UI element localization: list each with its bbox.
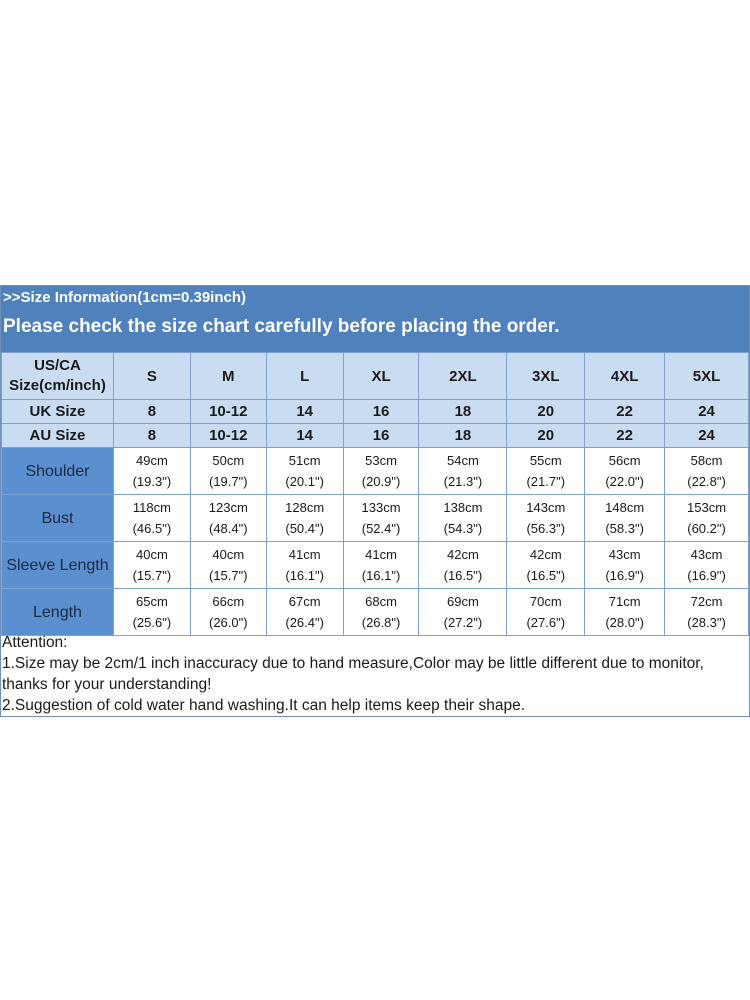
cm-value: 43cm (690, 547, 723, 562)
us-ca-size-header (2, 353, 114, 400)
cm-value: 123cm (208, 500, 248, 515)
measurement-cell (113, 495, 190, 542)
cm-value: 55cm (529, 453, 562, 468)
au-size-cell: 16 (343, 424, 419, 448)
measurement-cell (585, 589, 665, 636)
measurement-cell (266, 495, 343, 542)
measurement-cell (507, 495, 585, 542)
size-cell: 4XL (585, 353, 665, 400)
cm-value: 67cm (288, 594, 321, 609)
au-size-cell: 18 (419, 424, 507, 448)
measurement-cell (585, 448, 665, 495)
inch-value: (56.3") (526, 521, 566, 536)
measurement-cell (190, 448, 266, 495)
inch-value: (26.0") (208, 615, 248, 630)
cm-value: 69cm (447, 594, 479, 609)
au-size-cell: 22 (585, 424, 665, 448)
inch-value: (46.5") (132, 521, 172, 536)
size-info-line: >>Size Information(1cm=0.39inch) (3, 289, 246, 306)
inch-value: (26.8") (361, 615, 401, 630)
measurement-cell (585, 495, 665, 542)
uk-size-cell: 18 (419, 400, 507, 424)
size-unit-label: Size(cm/inch) (9, 377, 106, 394)
measurement-cell (113, 589, 190, 636)
measurement-cell (665, 495, 749, 542)
measurement-cell (343, 495, 419, 542)
cm-value: 50cm (212, 453, 245, 468)
measurement-cell (507, 448, 585, 495)
cm-value: 118cm (132, 500, 171, 515)
note-line-2: thanks for your understanding! (2, 676, 212, 693)
inch-value: (16.1") (361, 568, 401, 583)
header-banner (1, 286, 749, 352)
cm-value: 70cm (529, 594, 562, 609)
measurement-row (2, 495, 749, 542)
size-cell: 2XL (419, 353, 507, 400)
inch-value: (16.9") (687, 568, 726, 583)
attention-title: Attention: (2, 634, 68, 651)
uk-size-cell: 8 (113, 400, 190, 424)
inch-value: (58.3") (605, 521, 644, 536)
cm-value: 42cm (447, 547, 479, 562)
inch-value: (48.4") (208, 521, 248, 536)
size-cell: M (190, 353, 266, 400)
note-line-3: 2.Suggestion of cold water hand washing.It can help items keep their shape. (2, 697, 526, 714)
measurement-cell (665, 542, 749, 589)
uk-size-cell: 20 (507, 400, 585, 424)
inch-value: (16.5") (526, 568, 566, 583)
au-size-cell: 24 (665, 424, 749, 448)
au-size-label: AU Size (2, 424, 114, 448)
cm-value: 133cm (361, 500, 401, 515)
cm-value: 40cm (212, 547, 245, 562)
measurement-cell (343, 589, 419, 636)
au-size-row (2, 424, 749, 448)
measurement-row (2, 589, 749, 636)
size-cell: XL (343, 353, 419, 400)
cm-value: 53cm (365, 453, 397, 468)
au-size-cell: 8 (113, 424, 190, 448)
uk-size-cell: 14 (266, 400, 343, 424)
inch-value: (22.0") (605, 474, 644, 489)
cm-value: 41cm (365, 547, 397, 562)
uk-size-row (2, 400, 749, 424)
uk-size-cell: 24 (665, 400, 749, 424)
inch-value: (50.4") (285, 521, 324, 536)
size-cell: L (266, 353, 343, 400)
measurement-cell (419, 495, 507, 542)
attention-notes (1, 632, 750, 716)
cm-value: 54cm (447, 453, 479, 468)
uk-size-label: UK Size (2, 400, 114, 424)
inch-value: (20.9") (361, 474, 401, 489)
measurement-cell (665, 448, 749, 495)
cm-value: 68cm (365, 594, 397, 609)
measurement-cell (113, 542, 190, 589)
inch-value: (20.1") (285, 474, 324, 489)
us-ca-label: US/CA (34, 357, 81, 374)
cm-value: 56cm (608, 453, 641, 468)
measurement-cell (419, 448, 507, 495)
inch-value: (16.9") (605, 568, 644, 583)
uk-size-cell: 16 (343, 400, 419, 424)
inch-value: (16.1") (285, 568, 324, 583)
inch-value: (16.5") (443, 568, 483, 583)
inch-value: (15.7") (208, 568, 248, 583)
cm-value: 66cm (212, 594, 245, 609)
inch-value: (19.7") (208, 474, 248, 489)
inch-value: (28.3") (687, 615, 726, 630)
cm-value: 148cm (605, 500, 645, 515)
measurement-cell (190, 495, 266, 542)
measurement-cell (507, 589, 585, 636)
notice-line: Please check the size chart carefully before placing the order. (3, 316, 560, 337)
cm-value: 143cm (526, 500, 566, 515)
note-line-1: 1.Size may be 2cm/1 inch inaccuracy due to hand measure,Color may be little different due to monitor, (2, 655, 704, 672)
au-size-cell: 14 (266, 424, 343, 448)
inch-value: (60.2") (687, 521, 726, 536)
inch-value: (22.8") (687, 474, 726, 489)
measurement-cell (113, 448, 190, 495)
cm-value: 51cm (288, 453, 321, 468)
inch-value: (19.3") (132, 474, 172, 489)
inch-value: (21.7") (526, 474, 566, 489)
au-size-cell: 10-12 (190, 424, 266, 448)
inch-value: (21.3") (443, 474, 483, 489)
measurement-cell (419, 542, 507, 589)
inch-value: (28.0") (605, 615, 644, 630)
size-table-body (2, 353, 749, 636)
cm-value: 153cm (687, 500, 727, 515)
inch-value: (26.4") (285, 615, 324, 630)
measurement-cell (665, 589, 749, 636)
inch-value: (27.2") (443, 615, 483, 630)
size-cell: S (113, 353, 190, 400)
measurement-label: Shoulder (2, 448, 114, 495)
cm-value: 65cm (135, 594, 168, 609)
au-size-cell: 20 (507, 424, 585, 448)
uk-size-cell: 10-12 (190, 400, 266, 424)
cm-value: 49cm (135, 453, 168, 468)
cm-value: 43cm (608, 547, 641, 562)
us-ca-size-row (2, 353, 749, 400)
inch-value: (15.7") (132, 568, 172, 583)
inch-value: (25.6") (132, 615, 172, 630)
inch-value: (54.3") (443, 521, 483, 536)
measurement-cell (266, 589, 343, 636)
cm-value: 72cm (690, 594, 723, 609)
measurement-row (2, 448, 749, 495)
measurement-cell (419, 589, 507, 636)
cm-value: 138cm (443, 500, 483, 515)
cm-value: 42cm (529, 547, 562, 562)
cm-value: 71cm (608, 594, 641, 609)
measurement-label: Length (2, 589, 114, 636)
measurement-cell (190, 589, 266, 636)
size-cell: 3XL (507, 353, 585, 400)
measurement-cell (266, 542, 343, 589)
cm-value: 128cm (285, 500, 325, 515)
cm-value: 41cm (288, 547, 321, 562)
cm-value: 58cm (690, 453, 723, 468)
measurement-cell (266, 448, 343, 495)
measurement-label: Bust (2, 495, 114, 542)
measurement-cell (343, 448, 419, 495)
measurement-cell (343, 542, 419, 589)
size-cell: 5XL (665, 353, 749, 400)
inch-value: (52.4") (361, 521, 401, 536)
measurement-label: Sleeve Length (2, 542, 114, 589)
size-chart (0, 285, 750, 717)
measurement-cell (190, 542, 266, 589)
measurement-cell (507, 542, 585, 589)
size-table (1, 352, 749, 636)
cm-value: 40cm (135, 547, 168, 562)
inch-value: (27.6") (526, 615, 566, 630)
uk-size-cell: 22 (585, 400, 665, 424)
measurement-row (2, 542, 749, 589)
measurement-cell (585, 542, 665, 589)
